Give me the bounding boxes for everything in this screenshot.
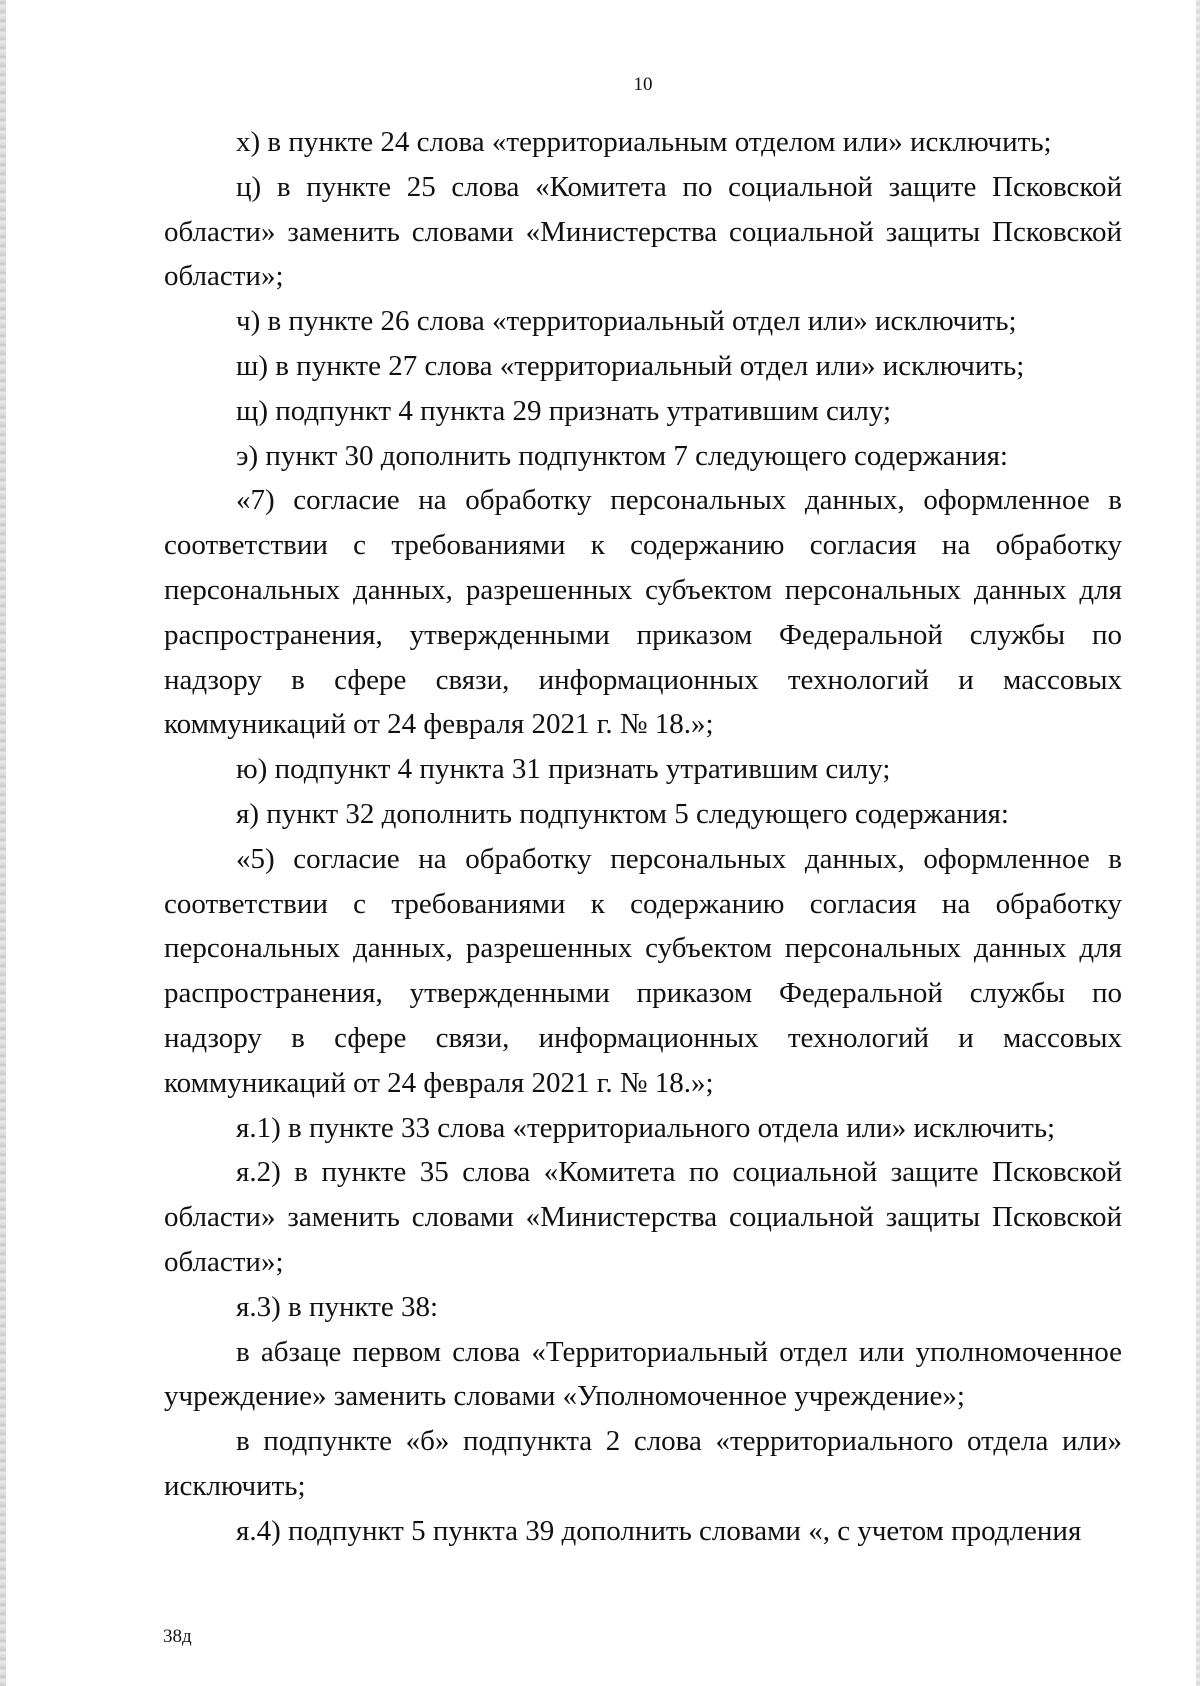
paragraph-e: э) пункт 30 дополнить подпунктом 7 следующего содержания:: [236, 439, 1008, 472]
scan-edge-left: [0, 0, 6, 1686]
document-body: [164, 120, 1122, 1554]
paragraph-ya: я) пункт 32 дополнить подпунктом 5 следующего содержания:: [236, 797, 1009, 830]
paragraph-shch: щ) подпункт 4 пункта 29 признать утратившим силу;: [236, 394, 892, 427]
paragraph-item-7-quote: «7) согласие на обработку персональных данных, оформленное в соответствии с требованиями к содержанию согласия на обработку персональных данных, разрешенных субъектом персональных данных для распространения, утвержденными приказом Федеральной службы по надзору в сфере связи, информационных технологий и массовых коммуникаций от 24 февраля 2021 г. № 18.»;: [164, 484, 1122, 741]
paragraph-ts: ц) в пункте 25 слова «Комитета по социальной защите Псковской области» заменить словами «Министерства социальной защиты Псковской области»;: [164, 170, 1122, 293]
paragraph-yu: ю) подпункт 4 пункта 31 признать утратившим силу;: [236, 753, 891, 786]
paragraph-ya-3: я.3) в пункте 38:: [236, 1290, 439, 1323]
scan-edge-right: [1196, 0, 1200, 1686]
paragraph-item-5-quote: «5) согласие на обработку персональных данных, оформленное в соответствии с требованиями к содержанию согласия на обработку персональных данных, разрешенных субъектом персональных данных для распространения, утвержденными приказом Федеральной службы по надзору в сфере связи, информационных технологий и массовых коммуникаций от 24 февраля 2021 г. № 18.»;: [164, 842, 1122, 1099]
paragraph-ya-2: я.2) в пункте 35 слова «Комитета по социальной защите Псковской области» заменить словами «Министерства социальной защиты Псковской области»;: [164, 1156, 1122, 1278]
paragraph-ch: ч) в пункте 26 слова «территориальный отдел или» исключить;: [236, 305, 1017, 338]
paragraph-kh: х) в пункте 24 слова «территориальным отделом или» исключить;: [236, 126, 1052, 158]
paragraph-first-abzac: в абзаце первом слова «Территориальный отдел или уполномоченное учреждение» заменить словами «Уполномоченное учреждение»;: [164, 1335, 1122, 1413]
paragraph-subitem-b: в подпункте «б» подпункта 2 слова «территориального отдела или» исключить;: [164, 1425, 1122, 1502]
page-number: 10: [633, 74, 653, 95]
paragraph-ya-4: я.4) подпункт 5 пункта 39 дополнить словами «, с учетом продления: [236, 1514, 1082, 1547]
paragraph-ya-1: я.1) в пункте 33 слова «территориального отдела или» исключить;: [236, 1111, 1056, 1144]
footer-code: 38д: [163, 1626, 192, 1647]
paragraph-sh: ш) в пункте 27 слова «территориальный отдел или» исключить;: [236, 349, 1025, 382]
